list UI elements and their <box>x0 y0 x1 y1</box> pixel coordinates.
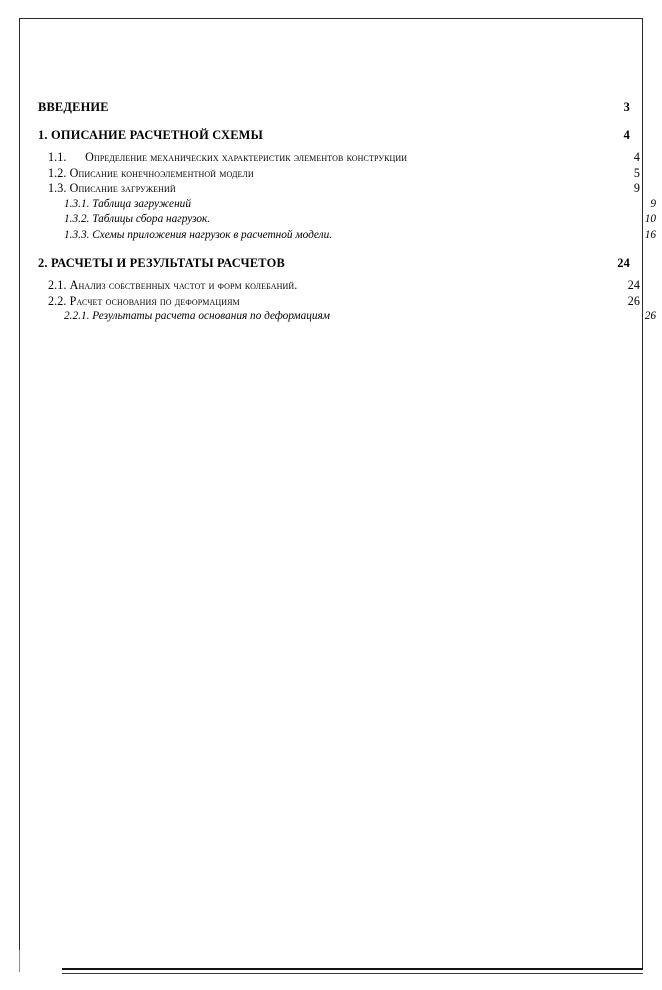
toc-entry-text <box>64 212 210 228</box>
toc-entry-title: Расчет основания по деформациям <box>69 293 240 308</box>
toc-entry-number: 1.3.3. <box>64 228 90 241</box>
toc-entry[interactable] <box>48 278 640 294</box>
toc-entry[interactable] <box>38 127 630 144</box>
toc-entry-number: 1.3.2. <box>64 213 90 226</box>
toc-entry-number: 1.3.1. <box>64 197 90 210</box>
toc-entry-page: 10 <box>644 213 656 226</box>
toc-entry-text <box>38 255 285 272</box>
toc-entry-title: РАСЧЕТЫ И РЕЗУЛЬТАТЫ РАСЧЕТОВ <box>51 255 285 270</box>
toc-entry-number: 1.2. <box>48 165 67 180</box>
toc-entry[interactable] <box>38 255 630 272</box>
toc-entry[interactable] <box>48 150 640 166</box>
toc-entry-page: 5 <box>633 165 640 180</box>
toc-entry-title: Описание загружений <box>69 181 176 196</box>
toc-entry-page: 24 <box>617 255 630 270</box>
toc-entry-page: 3 <box>623 100 630 114</box>
toc-entry-number: 2.1. <box>48 278 67 293</box>
toc-entry-text <box>48 294 240 310</box>
toc-entry[interactable] <box>64 228 656 244</box>
toc-entry-title: Определение механических характеристик элементов конструкции <box>85 150 408 164</box>
toc-entry[interactable] <box>48 294 640 310</box>
toc-entry-text <box>38 99 109 116</box>
toc-entry[interactable] <box>64 212 656 228</box>
toc-entry-page: 9 <box>633 181 640 196</box>
table-of-contents <box>38 70 656 325</box>
toc-entry-page: 16 <box>644 228 656 241</box>
toc-entry[interactable] <box>48 166 640 182</box>
toc-entry-title: Описание конечноэлементной модели <box>69 165 254 180</box>
toc-entry[interactable] <box>48 181 640 197</box>
toc-entry-text <box>64 309 330 325</box>
toc-entry-text <box>48 150 407 166</box>
toc-entry-text <box>48 278 297 294</box>
toc-entry-page: 26 <box>627 293 640 308</box>
toc-entry[interactable] <box>64 197 656 213</box>
toc-entry-number: 2.2. <box>48 293 67 308</box>
toc-entry-number: 1.3. <box>48 181 67 196</box>
toc-entry-list <box>38 99 656 325</box>
toc-entry-number: 2. <box>38 255 48 270</box>
toc-entry-number: 2.2.1. <box>64 310 90 323</box>
toc-entry-title: Анализ собственных частот и форм колебаний. <box>69 278 298 293</box>
toc-entry-page: 24 <box>627 278 640 293</box>
toc-entry-text <box>38 127 263 144</box>
toc-entry-text <box>64 197 191 213</box>
toc-entry-page: 4 <box>623 127 630 142</box>
toc-entry-title: Таблицы сбора нагрузок. <box>92 213 211 226</box>
toc-entry-text <box>64 228 332 244</box>
toc-entry-number: 1. <box>38 127 48 142</box>
toc-entry-title: Таблица загружений <box>92 197 191 210</box>
toc-entry-title: ОПИСАНИЕ РАСЧЕТНОЙ СХЕМЫ <box>51 127 263 142</box>
toc-entry-page: 26 <box>644 310 656 323</box>
page-border-bottom <box>62 968 643 970</box>
toc-entry-text <box>48 181 176 197</box>
page-border-bottom-secondary <box>62 973 643 974</box>
toc-entry-page: 9 <box>650 197 656 210</box>
toc-entry-title: ВВЕДЕНИЕ <box>38 100 109 114</box>
toc-entry-number: 1.1. <box>48 150 67 164</box>
toc-entry-text <box>48 166 254 182</box>
toc-entry[interactable] <box>64 309 656 325</box>
toc-entry-title: Результаты расчета основания по деформациям <box>92 310 330 323</box>
page-border-left-tail <box>19 950 20 972</box>
toc-entry-page: 4 <box>633 150 640 164</box>
toc-entry[interactable] <box>38 99 630 116</box>
toc-entry-title: Схемы приложения нагрузок в расчетной модели. <box>92 228 333 241</box>
